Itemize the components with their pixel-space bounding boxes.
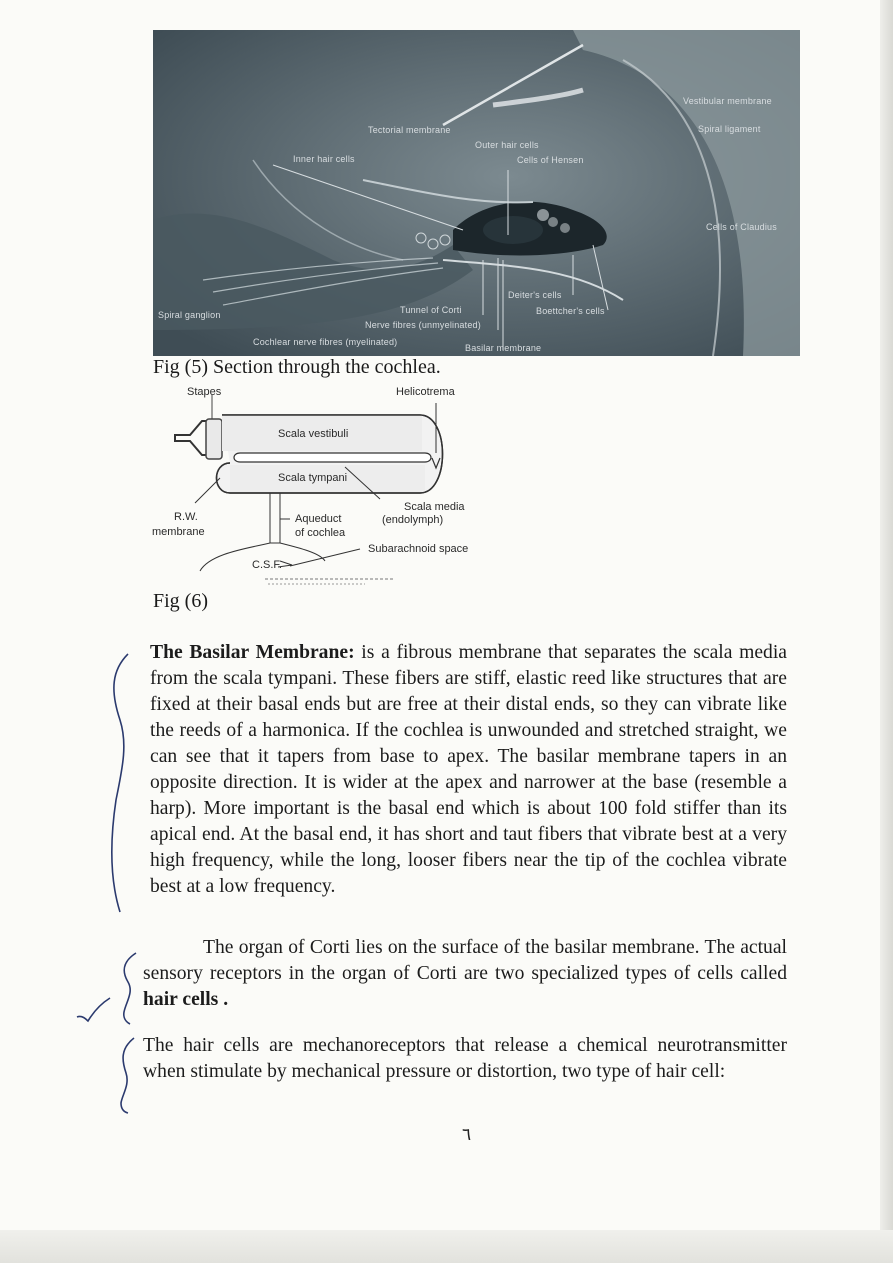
paragraph-heading: The Basilar Membrane: [150, 642, 355, 663]
label-endolymph: (endolymph) [382, 514, 444, 526]
schematic-diagram [150, 383, 530, 593]
figure-5-caption: Fig (5) Section through the cochlea. [153, 356, 441, 378]
label-csf: C.S.F. [252, 559, 282, 571]
handwritten-brace-1 [106, 650, 136, 920]
label-scala-media: Scala media [404, 501, 465, 513]
label-helicotrema: Helicotrema [396, 386, 455, 398]
label-boettchers-cells: Boettcher's cells [536, 306, 605, 316]
label-aqueduct: Aqueduct [295, 513, 342, 525]
label-rw-membrane: membrane [152, 526, 205, 538]
hair-cells-bold: hair cells [143, 989, 219, 1010]
cochlea-illustration [153, 30, 800, 356]
label-stapes: Stapes [187, 386, 222, 398]
label-inner-hair-cells: Inner hair cells [293, 154, 355, 164]
label-deiters-cells: Deiter's cells [508, 290, 562, 300]
figure-6-cochlea-schematic [150, 383, 530, 593]
handwritten-brace-3 [116, 1035, 140, 1115]
label-scala-tympani: Scala tympani [278, 472, 348, 484]
label-cells-of-claudius: Cells of Claudius [706, 222, 777, 232]
label-outer-hair-cells: Outer hair cells [475, 140, 539, 150]
label-tunnel-of-corti: Tunnel of Corti [400, 305, 462, 315]
label-of-cochlea: of cochlea [295, 527, 346, 539]
label-spiral-ganglion: Spiral ganglion [158, 310, 221, 320]
label-nerve-fibres-unmyelinated: Nerve fibres (unmyelinated) [365, 320, 481, 330]
label-basilar-membrane: Basilar membrane [465, 343, 542, 353]
label-rw: R.W. [174, 511, 198, 523]
page-edge [880, 0, 893, 1263]
label-subarachnoid-space: Subarachnoid space [368, 543, 469, 555]
page-bottom-edge [0, 1230, 893, 1263]
figure-5-cochlea-section [153, 30, 800, 356]
paragraph-organ-of-corti [143, 935, 787, 1013]
paragraph-body: The organ of Corti lies on the surface of the basilar membrane. The actual sensory receptors in the organ of Corti are two specialized types of cells called [143, 937, 787, 984]
figure-6-caption: Fig (6) [153, 590, 208, 612]
label-cochlear-nerve-fibres: Cochlear nerve fibres (myelinated) [253, 337, 398, 347]
paragraph-end: . [218, 989, 229, 1010]
label-vestibular-membrane: Vestibular membrane [683, 96, 772, 106]
label-spiral-ligament: Spiral ligament [698, 124, 761, 134]
paragraph-hair-cells [143, 1033, 787, 1085]
handwritten-brace-2 [118, 950, 142, 1025]
label-scala-vestibuli: Scala vestibuli [278, 428, 349, 440]
label-tectorial-membrane: Tectorial membrane [368, 125, 451, 135]
paragraph-body: The hair cells are mechanoreceptors that release a chemical neurotransmitter when stimulate by mechanical pressure or distortion, two type of hair cell: [143, 1035, 787, 1082]
paragraph-basilar-membrane [150, 640, 787, 900]
handwritten-check-mark [74, 995, 114, 1025]
label-cells-of-hensen: Cells of Hensen [517, 155, 584, 165]
page-number: ٦ [462, 1125, 472, 1145]
paragraph-body: is a fibrous membrane that separates the scala media from the scala tympani. These fibers are stiff, elastic reed like structures that are fixed at their basal ends but are free at their distal ends, so they can vibrate like the reeds of a harmonica. If the cochlea is unwounded and stretched straight, we can see that it tapers from base to apex. The basilar membrane tapers in an opposite direction. It is wider at the apex and narrower at the base (resemble a harp). More important is the basal end which is about 100 fold stiffer than its apical end. At the basal end, it has short and taut fibers that vibrate best at a very high frequency, while the long, looser fibers near the tip of the cochlea vibrate best at a low frequency. [150, 642, 787, 897]
